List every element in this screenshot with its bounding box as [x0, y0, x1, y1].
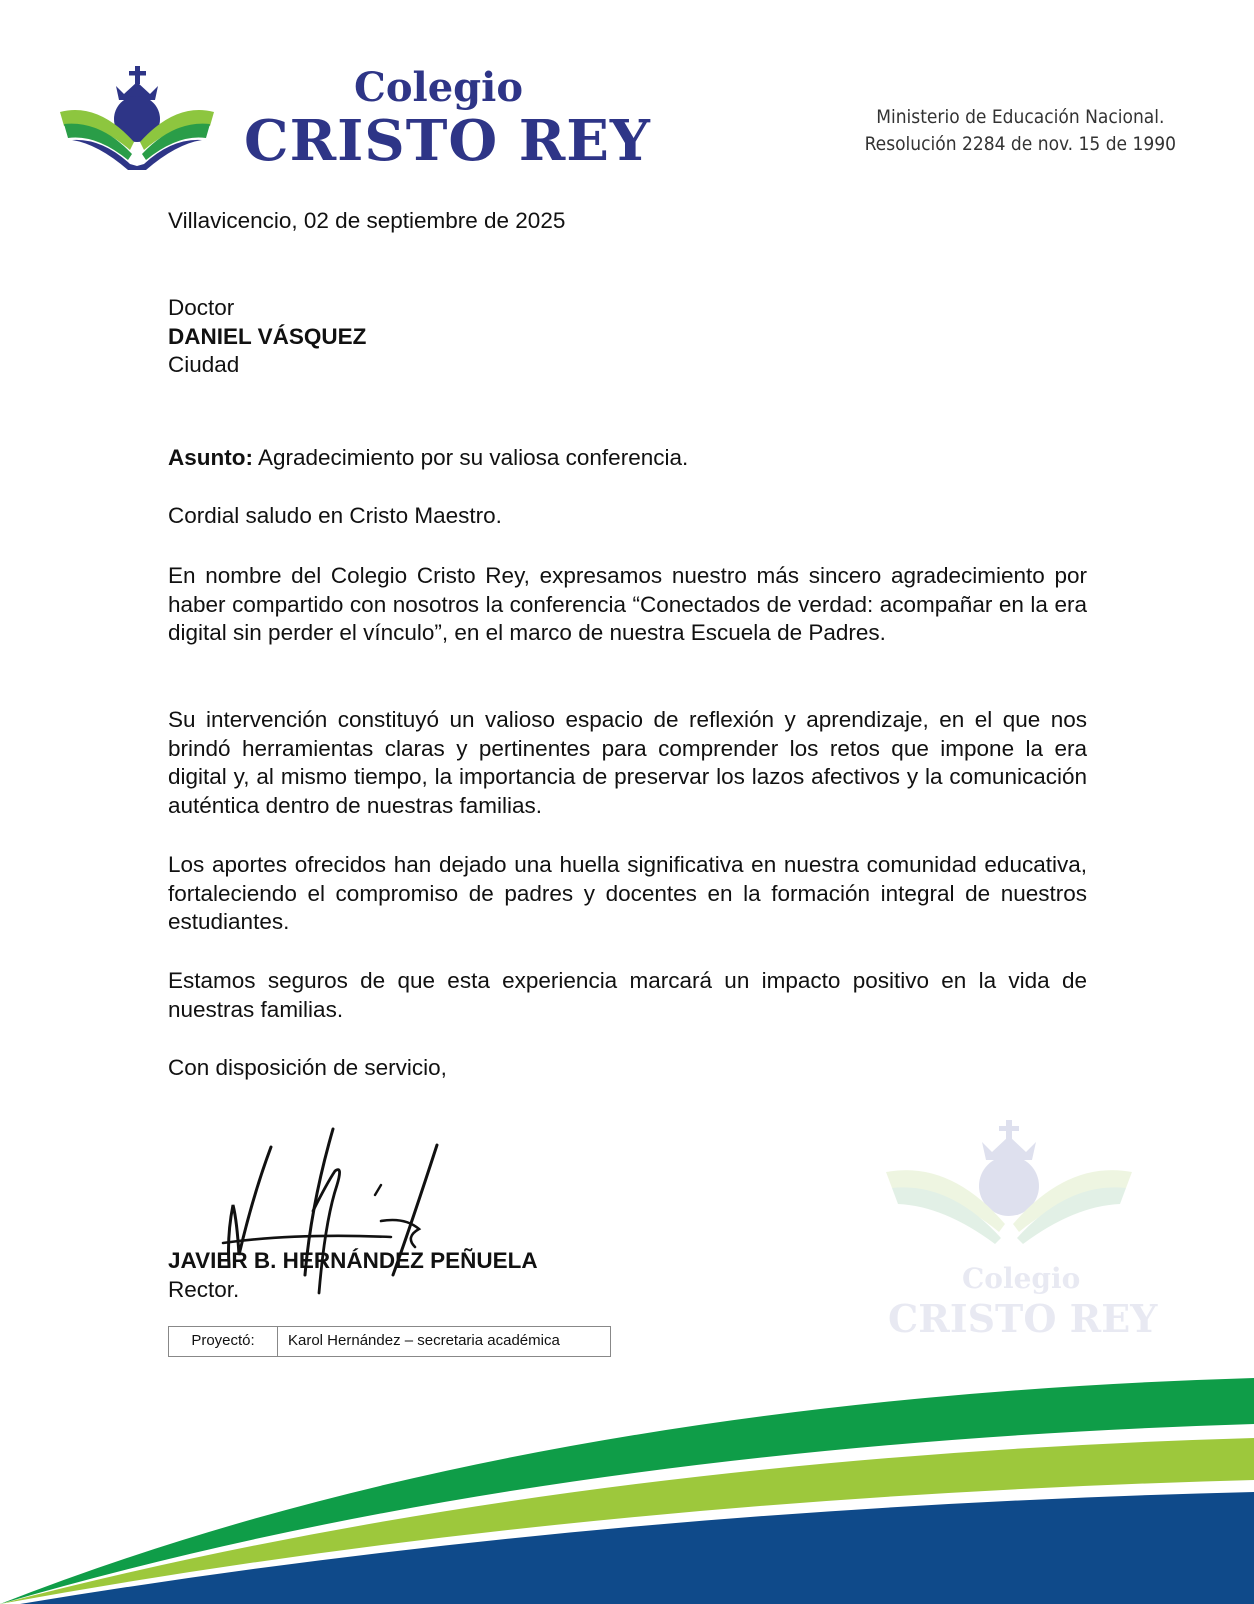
table-row [169, 1327, 611, 1357]
recipient-city: Ciudad [168, 352, 240, 378]
school-logo [58, 62, 651, 182]
closing-line: Con disposición de servicio, [168, 1055, 447, 1080]
signer-role: Rector. [168, 1276, 240, 1302]
resolution-line: Resolución 2284 de nov. 15 de 1990 [864, 133, 1176, 155]
watermark-text-colegio: Colegio [962, 1262, 1081, 1295]
subject-text: Agradecimiento por su valiosa conferencia. [252, 445, 689, 470]
body-paragraph: Estamos seguros de que esta experiencia marcará un impacto positivo en la vida de nuestras familias. [168, 968, 1087, 1022]
project-value: Karol Hernández – secretaria académica [278, 1327, 611, 1357]
project-table [168, 1326, 611, 1357]
letter-date: Villavicencio, 02 de septiembre de 2025 [168, 208, 566, 233]
logo-text-colegio: Colegio [354, 64, 524, 111]
project-label: Proyectó: [169, 1327, 278, 1357]
body-paragraph: En nombre del Colegio Cristo Rey, expresamos nuestro más sincero agradecimiento por haber compartido con nosotros la conferencia “Conectados de verdad: acompañar en la era digital sin perder el vínculo”, en el marco de nuestra Escuela de Padres. [168, 563, 1087, 646]
ministry-resolution [865, 104, 1176, 158]
body-paragraph: Su intervención constituyó un valioso espacio de reflexión y aprendizaje, en el que nos brindó herramientas claras y pertinentes para comprender los retos que impone la era digital y, al mismo tiempo, la importancia de preservar los lazos afectivos y la comunicación auténtica dentro de nuestras familias. [168, 707, 1087, 818]
signer-name: JAVIER B. HERNÁNDEZ PEÑUELA [168, 1248, 538, 1273]
watermark-text-cristo-rey: CRISTO REY [888, 1296, 1158, 1341]
subject-label: Asunto: [168, 445, 253, 470]
ministry-line: Ministerio de Educación Nacional. [876, 106, 1165, 128]
greeting: Cordial saludo en Cristo Maestro. [168, 503, 502, 528]
handwritten-signature [215, 1125, 455, 1325]
logo-text-cristo-rey: CRISTO REY [244, 108, 651, 174]
body-paragraph: Los aportes ofrecidos han dejado una huella significativa en nuestra comunidad educativa, fortaleciendo el compromiso de padres y docentes en la formación integral de nuestros estudiantes. [168, 852, 1087, 935]
book-crown-emblem-icon [58, 62, 248, 174]
recipient-title: Doctor [168, 295, 235, 320]
watermark-emblem-icon [880, 1120, 1140, 1270]
recipient-name: DANIEL VÁSQUEZ [168, 323, 367, 349]
subject-line [168, 444, 1087, 473]
recipient-block [168, 294, 1087, 380]
watermark-logo [880, 1120, 1158, 1341]
footer-wave-decoration [0, 1370, 1254, 1604]
